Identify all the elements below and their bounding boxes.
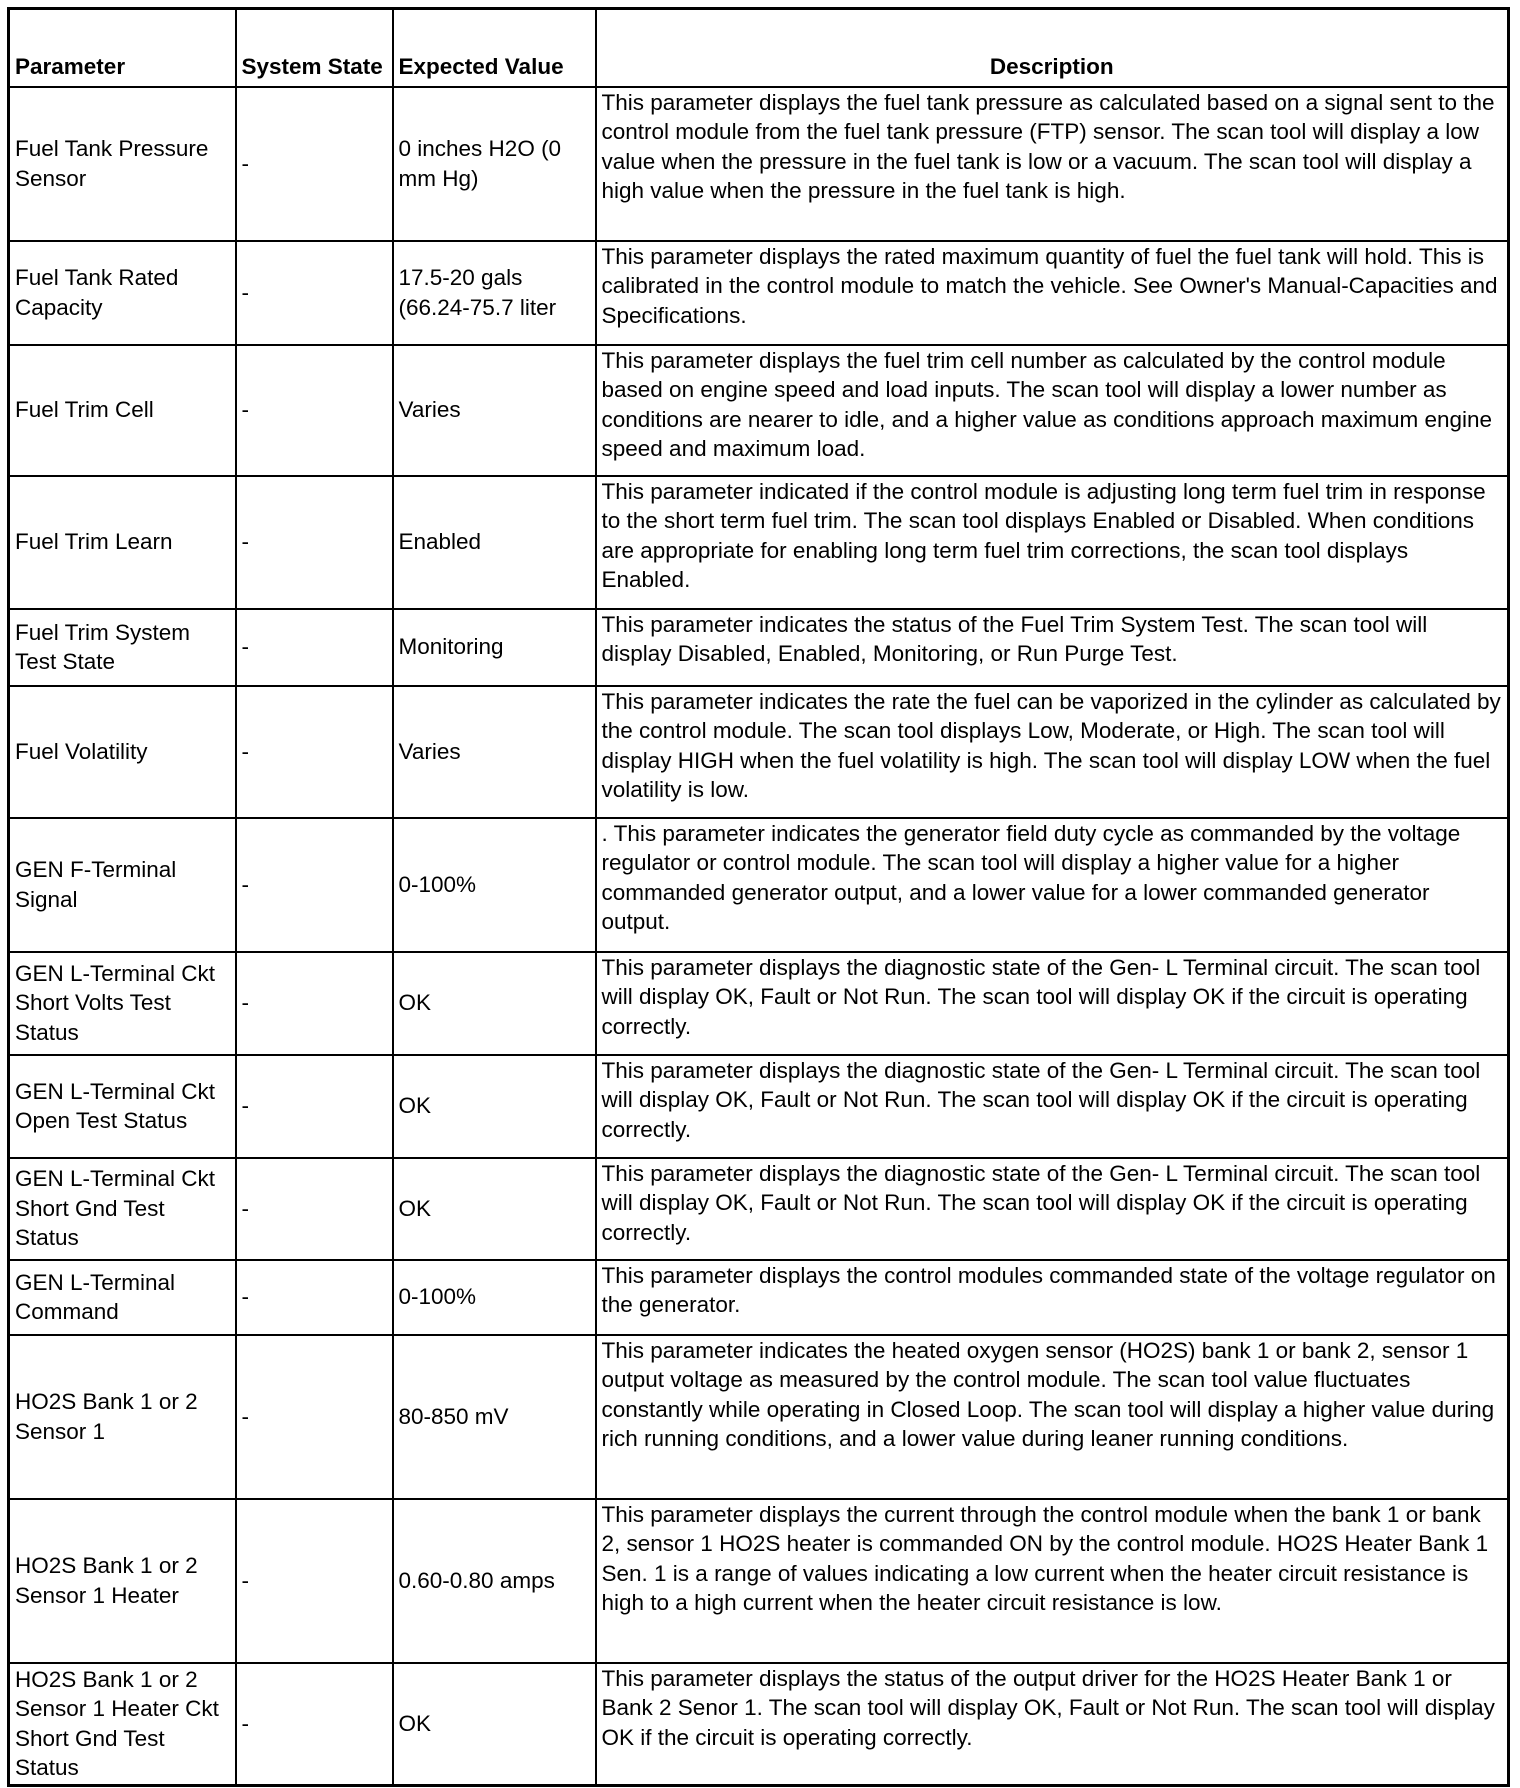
parameter-cell: HO2S Bank 1 or 2 Sensor 1 — [9, 1335, 236, 1499]
description-cell: This parameter displays the fuel trim cell number as calculated by the control module based on engine speed and load inputs. The scan tool will display a lower number as conditions are nearer to idle, and a higher value as conditions approach maximum engine speed and maximum load. — [596, 345, 1509, 476]
description-cell: This parameter displays the diagnostic state of the Gen- L Terminal circuit. The scan tool will display OK, Fault or Not Run. The scan tool will display OK if the circuit is operating correctly. — [596, 1055, 1509, 1158]
table-row — [9, 686, 1509, 818]
parameter-cell: Fuel Volatility — [9, 686, 236, 818]
system-state-cell: - — [236, 241, 393, 345]
system-state-cell: - — [236, 1158, 393, 1260]
parameter-cell: GEN L-Terminal Ckt Short Gnd Test Status — [9, 1158, 236, 1260]
system-state-cell: - — [236, 476, 393, 609]
expected-value-cell: 0 inches H2O (0 mm Hg) — [393, 87, 596, 241]
description-cell: This parameter displays the fuel tank pressure as calculated based on a signal sent to the control module from the fuel tank pressure (FTP) sensor. The scan tool will display a low value when the pressure in the fuel tank is low or a vacuum. The scan tool will display a high value when the pressure in the fuel tank is high. — [596, 87, 1509, 241]
table-row — [9, 1260, 1509, 1335]
parameter-cell: Fuel Trim Cell — [9, 345, 236, 476]
description-cell: . This parameter indicates the generator field duty cycle as commanded by the voltage regulator or control module. The scan tool will display a higher value for a higher commanded generator output, and a lower value for a lower commanded generator output. — [596, 818, 1509, 952]
table-row — [9, 87, 1509, 241]
parameter-cell: GEN L-Terminal Ckt Open Test Status — [9, 1055, 236, 1158]
header-expected-value: Expected Value — [393, 9, 596, 87]
parameter-cell: Fuel Tank Pressure Sensor — [9, 87, 236, 241]
expected-value-cell: OK — [393, 952, 596, 1055]
system-state-cell: - — [236, 87, 393, 241]
table-row — [9, 818, 1509, 952]
header-description: Description — [596, 9, 1509, 87]
table-row — [9, 1663, 1509, 1786]
expected-value-cell: 0-100% — [393, 1260, 596, 1335]
table-row — [9, 1158, 1509, 1260]
description-cell: This parameter displays the rated maximum quantity of fuel the fuel tank will hold. This is calibrated in the control module to match the vehicle. See Owner's Manual-Capacities and Specifications. — [596, 241, 1509, 345]
expected-value-cell: Varies — [393, 345, 596, 476]
description-cell: This parameter indicates the heated oxygen sensor (HO2S) bank 1 or bank 2, sensor 1 output voltage as measured by the control module. The scan tool value fluctuates constantly while operating in Closed Loop. The scan tool will display a higher value during rich running conditions, and a lower value during leaner running conditions. — [596, 1335, 1509, 1499]
table-row — [9, 241, 1509, 345]
parameter-cell: Fuel Trim System Test State — [9, 609, 236, 686]
system-state-cell: - — [236, 686, 393, 818]
table-row — [9, 1335, 1509, 1499]
description-cell: This parameter indicates the rate the fuel can be vaporized in the cylinder as calculated by the control module. The scan tool displays Low, Moderate, or High. The scan tool will display HIGH when the fuel volatility is high. The scan tool will display LOW when the fuel volatility is low. — [596, 686, 1509, 818]
system-state-cell: - — [236, 1663, 393, 1786]
table-row — [9, 345, 1509, 476]
table-row — [9, 1055, 1509, 1158]
parameter-cell: HO2S Bank 1 or 2 Sensor 1 Heater — [9, 1499, 236, 1663]
expected-value-cell: Monitoring — [393, 609, 596, 686]
header-system-state: System State — [236, 9, 393, 87]
parameter-cell: GEN F-Terminal Signal — [9, 818, 236, 952]
system-state-cell: - — [236, 1055, 393, 1158]
expected-value-cell: Varies — [393, 686, 596, 818]
expected-value-cell: OK — [393, 1663, 596, 1786]
description-cell: This parameter displays the diagnostic state of the Gen- L Terminal circuit. The scan tool will display OK, Fault or Not Run. The scan tool will display OK if the circuit is operating correctly. — [596, 1158, 1509, 1260]
expected-value-cell: 17.5-20 gals (66.24-75.7 liter — [393, 241, 596, 345]
description-cell: This parameter displays the control modules commanded state of the voltage regulator on the generator. — [596, 1260, 1509, 1335]
parameter-table — [7, 7, 1510, 1787]
document-page — [7, 7, 1510, 1787]
parameter-cell: GEN L-Terminal Command — [9, 1260, 236, 1335]
header-parameter: Parameter — [9, 9, 236, 87]
table-header-row — [9, 9, 1509, 87]
table-row — [9, 609, 1509, 686]
system-state-cell: - — [236, 345, 393, 476]
system-state-cell: - — [236, 609, 393, 686]
system-state-cell: - — [236, 1499, 393, 1663]
parameter-cell: Fuel Trim Learn — [9, 476, 236, 609]
parameter-cell: HO2S Bank 1 or 2 Sensor 1 Heater Ckt Short Gnd Test Status — [9, 1663, 236, 1786]
table-row — [9, 952, 1509, 1055]
expected-value-cell: OK — [393, 1158, 596, 1260]
table-row — [9, 1499, 1509, 1663]
expected-value-cell: OK — [393, 1055, 596, 1158]
description-cell: This parameter displays the diagnostic state of the Gen- L Terminal circuit. The scan tool will display OK, Fault or Not Run. The scan tool will display OK if the circuit is operating correctly. — [596, 952, 1509, 1055]
system-state-cell: - — [236, 1260, 393, 1335]
system-state-cell: - — [236, 1335, 393, 1499]
description-cell: This parameter displays the current through the control module when the bank 1 or bank 2, sensor 1 HO2S heater is commanded ON by the control module. HO2S Heater Bank 1 Sen. 1 is a range of values indicating a low current when the heater circuit resistance is high to a high current when the heater circuit resistance is low. — [596, 1499, 1509, 1663]
parameter-cell: Fuel Tank Rated Capacity — [9, 241, 236, 345]
expected-value-cell: 0.60-0.80 amps — [393, 1499, 596, 1663]
system-state-cell: - — [236, 818, 393, 952]
table-row — [9, 476, 1509, 609]
description-cell: This parameter indicated if the control module is adjusting long term fuel trim in response to the short term fuel trim. The scan tool displays Enabled or Disabled. When conditions are appropriate for enabling long term fuel trim corrections, the scan tool displays Enabled. — [596, 476, 1509, 609]
description-cell: This parameter displays the status of the output driver for the HO2S Heater Bank 1 or Bank 2 Senor 1. The scan tool will display OK, Fault or Not Run. The scan tool will display OK if the circuit is operating correctly. — [596, 1663, 1509, 1786]
expected-value-cell: 80-850 mV — [393, 1335, 596, 1499]
system-state-cell: - — [236, 952, 393, 1055]
expected-value-cell: Enabled — [393, 476, 596, 609]
description-cell: This parameter indicates the status of the Fuel Trim System Test. The scan tool will display Disabled, Enabled, Monitoring, or Run Purge Test. — [596, 609, 1509, 686]
parameter-cell: GEN L-Terminal Ckt Short Volts Test Status — [9, 952, 236, 1055]
expected-value-cell: 0-100% — [393, 818, 596, 952]
